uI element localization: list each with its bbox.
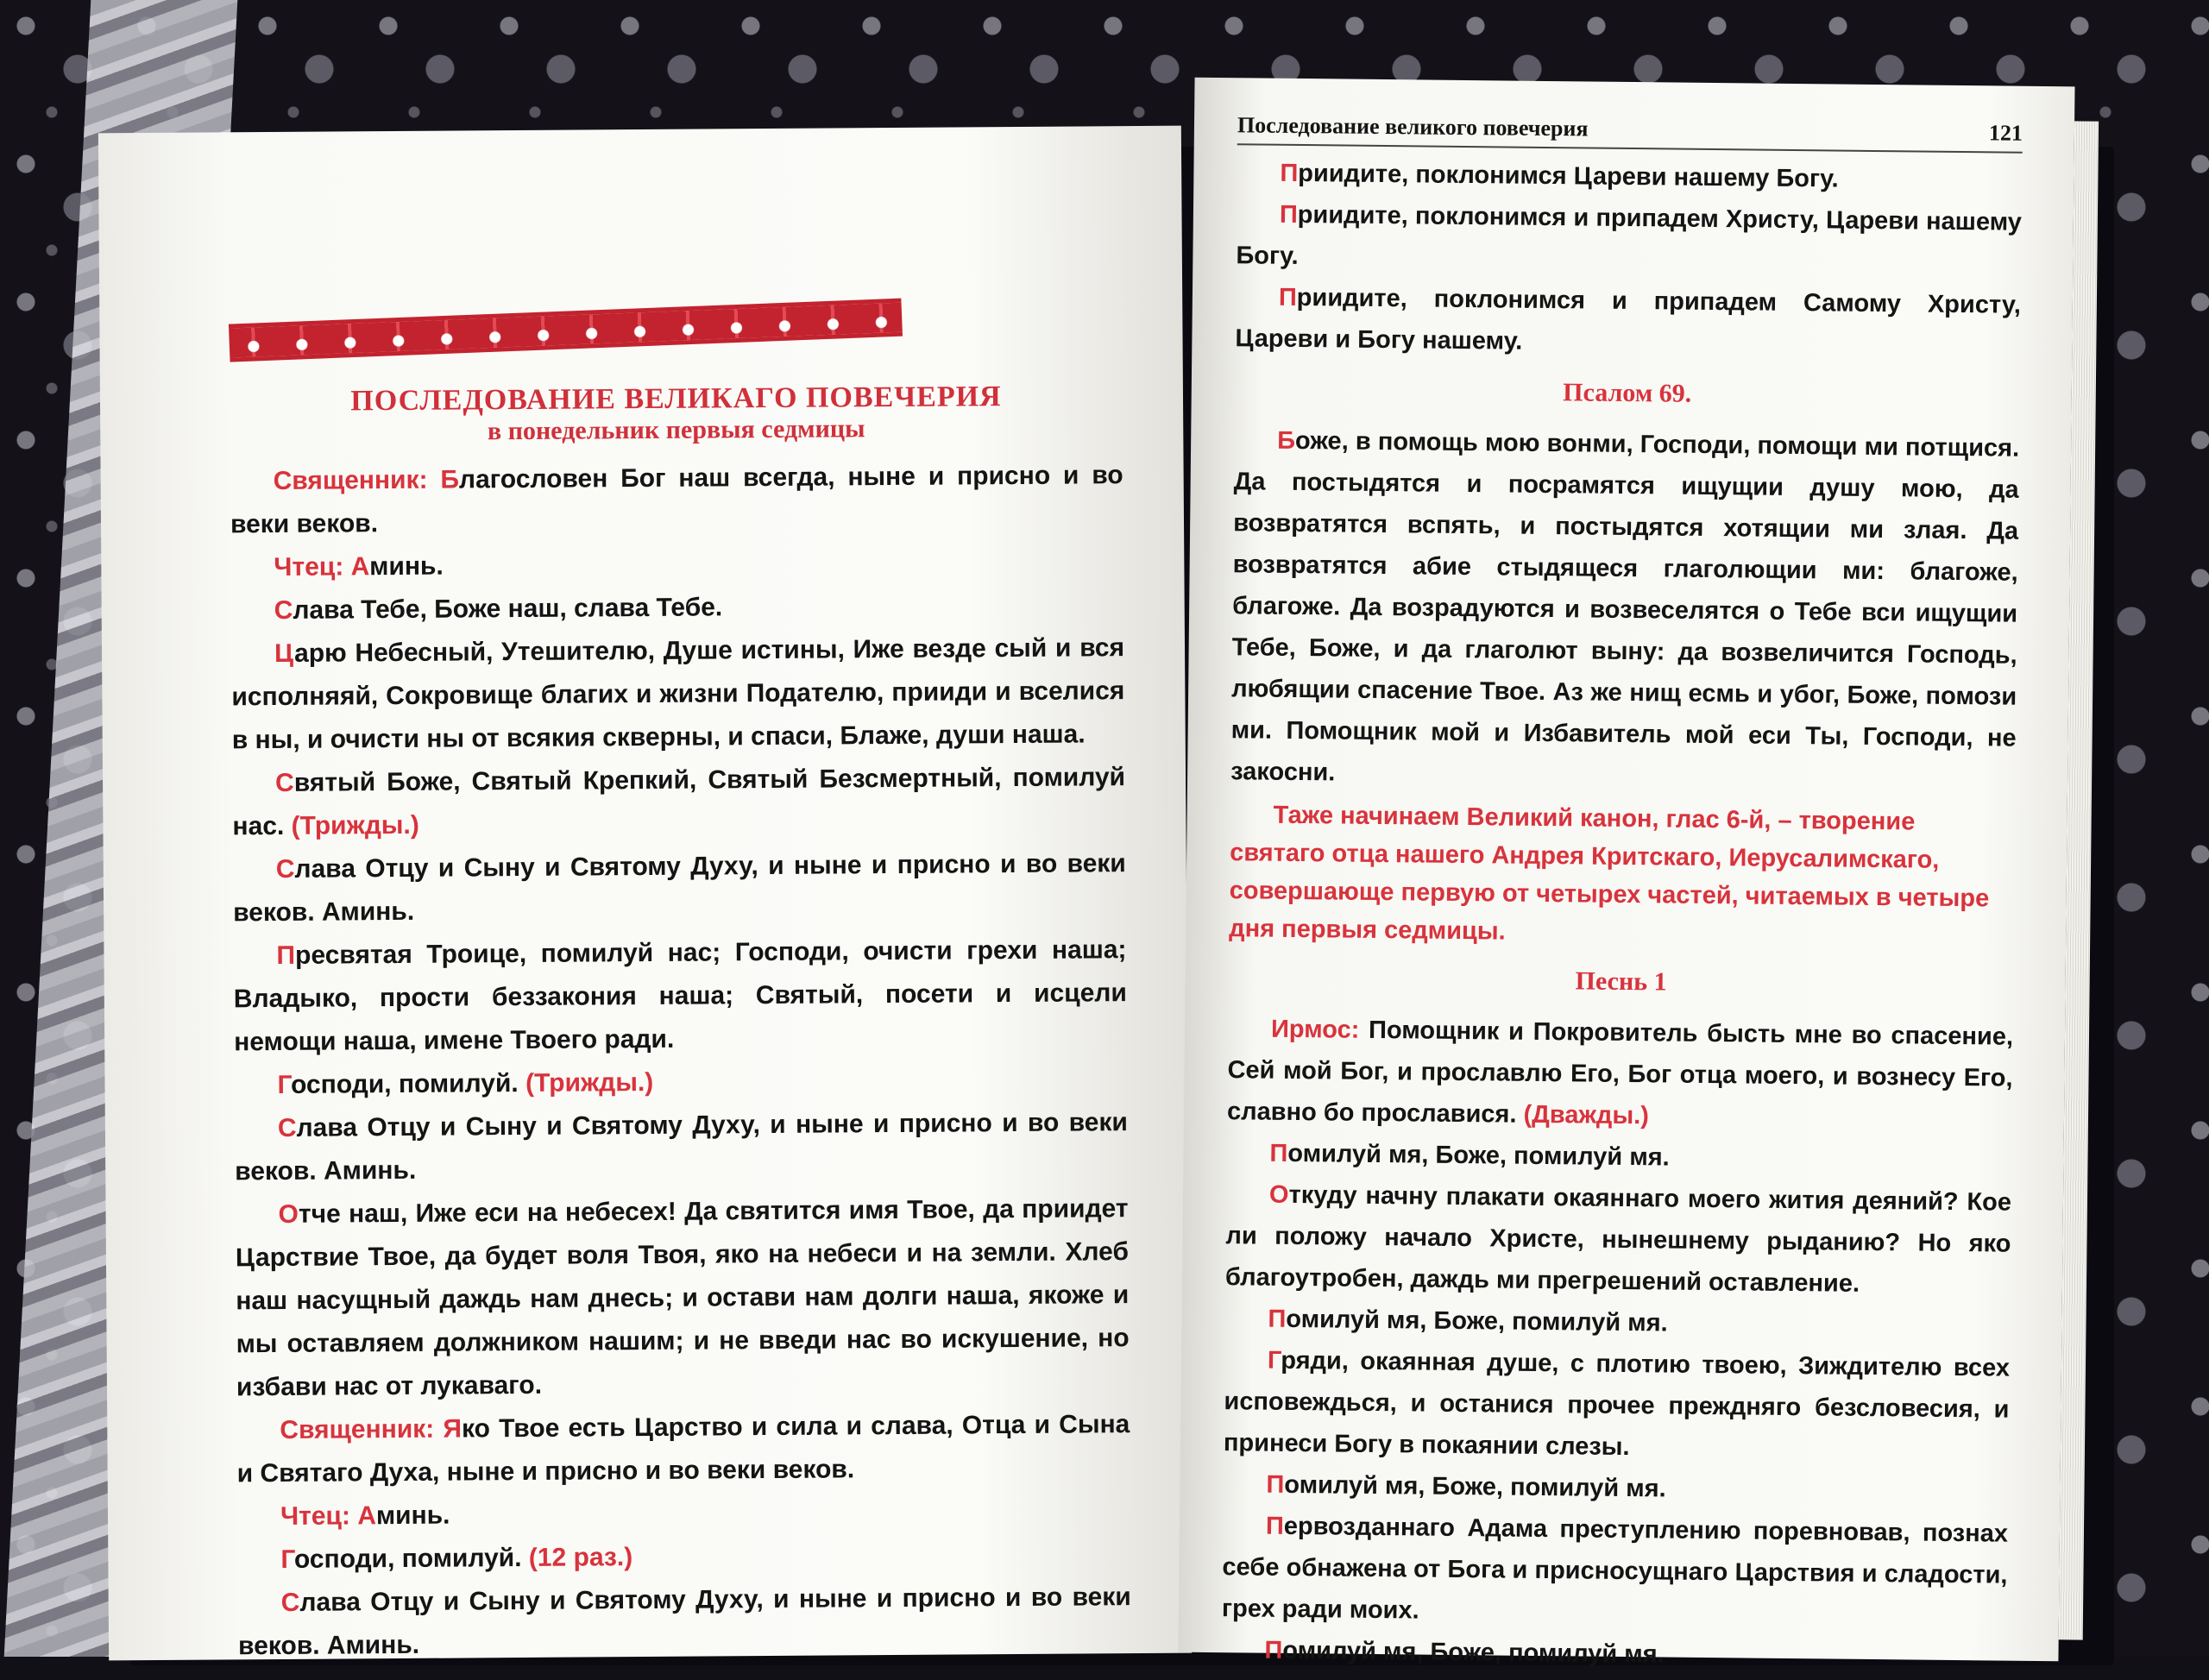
text-span: лава Отцу и Сыну и Святому Духу, и ныне и присно и во веки веков. Аминь. [233, 849, 1126, 928]
red-rubric-span: Г [280, 1545, 295, 1574]
red-rubric-span: (12 раз.) [528, 1543, 633, 1572]
text-span: ткуду начну плакати окаяннаго моего жития деяний? Кое ли положу начало Христе, нынешнему рыданию? Но яко благоутробен, даждь ми прегрешений оставление. [1224, 1180, 2012, 1298]
text-span: лава Отцу и Сыну и Святому Духу, и ныне и присно и во веки веков. Аминь. [235, 1108, 1128, 1186]
red-rubric-span: Чтец: А [280, 1501, 377, 1531]
paragraph [1236, 193, 2022, 285]
paragraph [230, 454, 1123, 546]
paragraph [237, 1489, 1130, 1538]
paragraph [1222, 1505, 2008, 1638]
text-span: ервозданнаго Адама преступлению поревновав, познах себе обнажена от Бога и присносущнаго Царствия и сладости, грех ради моих. [1221, 1512, 2009, 1625]
running-head-title: Последование великого повечерия [1237, 112, 1589, 142]
text-span: Помощник и Покровитель бысть мне во спасение, Сей мой Бог, и прославлю Его, Бог отца моего, и вознесу Его, славно бо прославися. [1226, 1016, 2014, 1129]
text-span: минь. [375, 1501, 450, 1531]
text-span: лагословен Бог наш всегда, ныне и присно и во веки веков. [230, 461, 1123, 539]
paragraph [231, 626, 1125, 762]
text-span: ко Твое есть Царство и сила и слава, Отца и Сына и Святаго Духа, ныне и присно и во веки веков. [236, 1410, 1130, 1488]
red-rubric-span: П [1268, 1305, 1287, 1333]
red-rubric-span: П [1279, 200, 1298, 229]
text-span: оже, в помощь мою вонми, Господи, помощи ми потщися. Да постыдятся и посрамятся ищущии душу мою, да возвратятся вспять, и постыдятся хотящии ми злая. Да возвратятся абие стыдящеся глаголющии ми: благоже, благоже. Да возрадуются и возвеселятся о Тебе вси ищущии Тебе, Боже, и да глаголют выну: да возвеличится Господь, любящии спасение Твое. Аз же нищ есмь и убог, Боже, помози ми. Помощник мой и Избавитель мой еси Ты, Господи, не закосни. [1230, 426, 2020, 787]
red-rubric-span: Священник: Я [280, 1414, 463, 1444]
red-rubric-span: С [280, 1588, 300, 1617]
red-rubric-span: Священник: Б [273, 465, 460, 495]
paragraph [1224, 1339, 2010, 1472]
red-rubric-span: О [1268, 1180, 1289, 1209]
red-rubric-span: С [275, 854, 295, 884]
text-span: тче наш, Иже еси на небесех! Да святится имя Твое, да приидет Царствие Твое, да будет воля Твоя, яко на небеси и на земли. Хлеб наш насущный даждь нам днесь; и остави нам долги наша, якоже и мы оставляем должником нашим; и не введи нас во искушение, но избави нас от лукаваго. [235, 1194, 1130, 1402]
red-rubric-span: (Трижды.) [525, 1067, 654, 1098]
psalm-text [1230, 419, 2019, 801]
paragraph [232, 756, 1126, 848]
paragraph [234, 1058, 1127, 1107]
paragraph [237, 1532, 1130, 1582]
text-span: риидите, поклонимся и припадем Христу, Цареви нашему Богу. [1236, 200, 2023, 270]
red-rubric-span: О [278, 1199, 299, 1229]
ode-text [1221, 1008, 2013, 1678]
text-span: омилуй мя, Боже, помилуй мя. [1286, 1305, 1668, 1337]
red-rubric-span: Ирмос: [1270, 1015, 1369, 1044]
right-page [1178, 78, 2074, 1669]
paragraph [231, 583, 1124, 632]
text-span: омилуй мя, Боже, помилуй мя. [1287, 1139, 1670, 1172]
right-page-body [1221, 152, 2022, 1678]
text-span: осподи, помилуй. [293, 1543, 529, 1574]
running-header [1237, 112, 2023, 154]
red-rubric-span: Ц [274, 639, 295, 668]
paragraph [230, 540, 1123, 589]
red-rubric-span: Г [1267, 1346, 1281, 1375]
psalm-heading: Псалом 69. [1563, 378, 1692, 408]
red-rubric-span: С [274, 768, 294, 797]
text-span: ресвятая Троице, помилуй нас; Господи, очисти грехи наша; Владыко, прости беззакония наша; Святый, посети и исцели немощи наша, имене Твоего ради. [233, 935, 1127, 1057]
paragraph [235, 1187, 1130, 1409]
paragraph [238, 1576, 1132, 1668]
text-span: омилуй мя, Боже, помилуй мя. [1282, 1636, 1665, 1669]
page-number: 121 [1988, 120, 2023, 146]
red-ornament-band [229, 299, 903, 362]
red-rubric-span: (Дважды.) [1523, 1100, 1650, 1130]
red-rubric-span: П [1265, 1512, 1285, 1540]
red-rubric-span: П [1264, 1636, 1283, 1664]
text-span: лава Отцу и Сыну и Святому Духу, и ныне и присно и во веки веков. Аминь. [237, 1582, 1131, 1661]
red-rubric-span: П [1269, 1139, 1288, 1167]
red-rubric-span: Г [277, 1070, 292, 1099]
text-span: риидите, поклонимся Цареви нашему Богу. [1298, 159, 1839, 193]
opening-verses [1235, 152, 2022, 368]
text-span: омилуй мя, Боже, помилуй мя. [1284, 1470, 1666, 1503]
paragraph [236, 1403, 1130, 1495]
paragraph [235, 1101, 1129, 1193]
text-span: ряди, окаянная душе, с плотию твоею, Зиждителю всех исповеждься, и останися прочее преждняго безсловесия, и принеси Богу в покаянии слезы. [1223, 1346, 2011, 1462]
red-rubric-span: Чтец: А [274, 552, 370, 582]
red-rubric-span: Б [1277, 426, 1296, 455]
text-span: риидите, поклонимся и припадем Самому Христу, Цареви и Богу нашему. [1235, 283, 2022, 356]
page-title: ПОСЛЕДОВАНИЕ ВЕЛИКАГО ПОВЕЧЕРИЯ [350, 381, 1002, 418]
paragraph [1225, 1173, 2011, 1306]
ode-heading: Песнь 1 [1575, 966, 1667, 997]
text-span: арю Небесный, Утешителю, Душе истины, Иже везде сый и вся исполняяй, Сокровище благих и жизни Подателю, прииди и вселися в ны, и очисти ны от всякия скверны, и спаси, Блаже, души наша. [231, 633, 1125, 755]
paragraph [1235, 276, 2021, 368]
paragraph [233, 842, 1127, 934]
red-rubric-span: С [277, 1113, 297, 1142]
paragraph [1221, 1629, 2006, 1679]
text-span: минь. [369, 551, 444, 582]
red-rubric-span: П [276, 941, 296, 970]
paragraph [1230, 419, 2019, 801]
left-page-body [230, 454, 1131, 1668]
red-rubric-span: П [1280, 159, 1299, 187]
paragraph [233, 928, 1127, 1064]
paragraph [1227, 1008, 2013, 1141]
red-rubric-span: (Трижды.) [291, 810, 419, 840]
text-span: лава Тебе, Боже наш, слава Тебе. [293, 593, 723, 625]
text-span: вятый Боже, Святый Крепкий, Святый Безсмертный, помилуй нас. [232, 763, 1126, 841]
red-rubric-span: П [1266, 1470, 1285, 1499]
text-span: осподи, помилуй. [290, 1068, 526, 1099]
page-subtitle: в понедельник первыя седмицы [487, 414, 865, 446]
left-page [98, 126, 1192, 1661]
red-rubric-span: С [274, 595, 293, 625]
red-rubric-span: П [1278, 283, 1297, 311]
rubric-text: Таже начинаем Великий канон, глас 6-й, – творение святаго отца нашего Андрея Критскаго, Иерусалимскаго, совершающе первую от четырех частей, читаемых в четыре дня первыя седмицы. [1229, 801, 1990, 946]
